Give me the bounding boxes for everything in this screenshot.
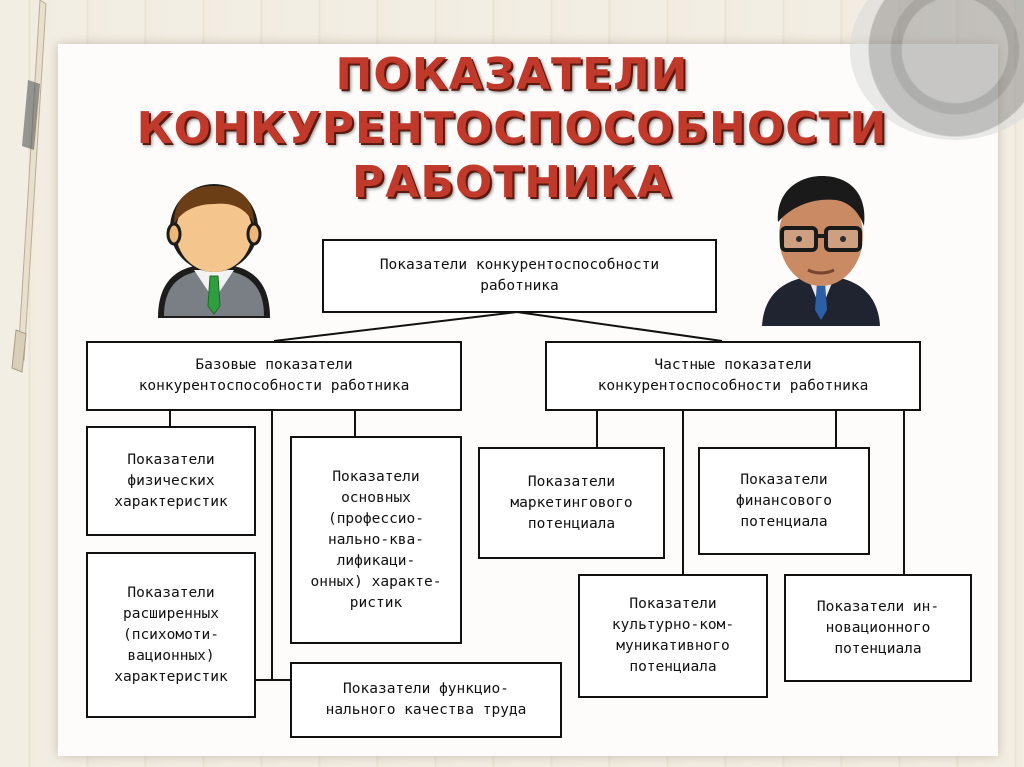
partial-indicators-box: Частные показатели конкурентоспособности работника	[545, 341, 921, 411]
root-box: Показатели конкурентоспособности работника	[322, 239, 717, 313]
financial-box: Показатели финансового потенциала	[698, 447, 870, 555]
connector-root-partial	[517, 312, 722, 341]
main-box: Показатели основных (профессио- нально-ква- лификаци- онных) характе- ристик	[290, 436, 462, 644]
cultural-box: Показатели культурно-ком- муникативного потенциала	[578, 574, 768, 698]
physical-box: Показатели физических характеристик	[86, 426, 256, 536]
title-line-3: РАБОТНИКА	[352, 157, 672, 208]
marketing-box: Показатели маркетингового потенциала	[478, 447, 665, 559]
connector-root-base	[274, 312, 517, 341]
base-indicators-box: Базовые показатели конкурентоспособности работника	[86, 341, 462, 411]
innovation-box: Показатели ин- новационного потенциала	[784, 574, 972, 682]
functional-box: Показатели функцио- нального качества труда	[290, 662, 562, 738]
title-line-1: ПОКАЗАТЕЛИ	[335, 49, 689, 100]
title-line-2: КОНКУРЕНТОСПОСОБНОСТИ	[136, 103, 888, 154]
extended-box: Показатели расширенных (психомоти- вационных) характеристик	[86, 552, 256, 718]
